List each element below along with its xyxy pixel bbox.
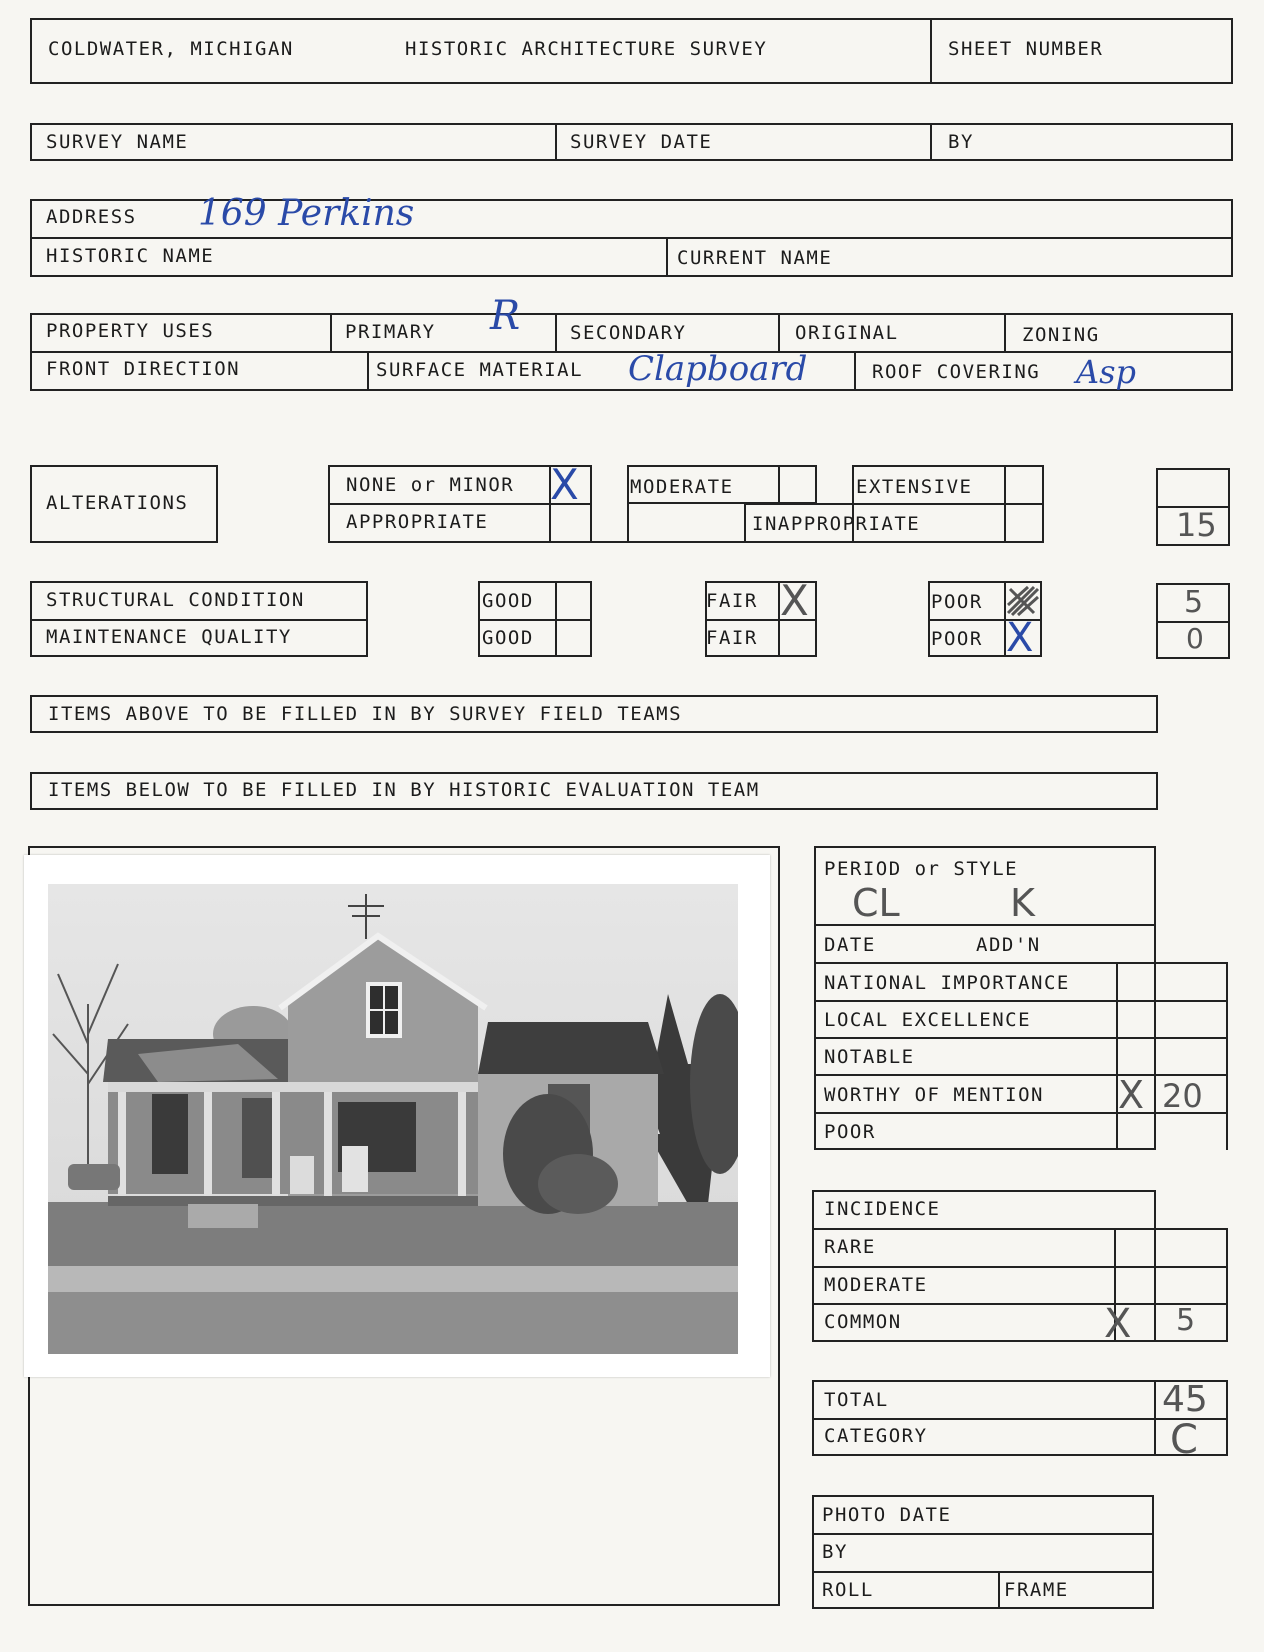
local-excellence-label: LOCAL EXCELLENCE: [824, 1009, 1032, 1031]
period-value-2: K: [1010, 881, 1035, 925]
property-divider-1: [330, 313, 332, 351]
category-value: C: [1170, 1417, 1198, 1463]
alterations-right-row-divider: [744, 503, 1044, 505]
extensive-label: EXTENSIVE: [856, 476, 973, 498]
alterations-moderate-check-divider: [778, 465, 780, 504]
address-value: 169 Perkins: [198, 193, 415, 234]
address-name-divider: [666, 237, 668, 277]
maintenance-good-label: GOOD: [482, 627, 534, 649]
alterations-right-check-divider: [1004, 465, 1006, 543]
inc-div-bottom: [1154, 1340, 1226, 1342]
common-score: 5: [1176, 1303, 1196, 1338]
survey-name-label: SURVEY NAME: [46, 131, 189, 153]
property-uses-label: PROPERTY USES: [46, 320, 215, 342]
structural-poor-label: POOR: [931, 591, 983, 613]
alterations-label: ALTERATIONS: [46, 492, 189, 514]
period-style-label: PERIOD or STYLE: [824, 858, 1019, 880]
eval-poor-label: POOR: [824, 1121, 876, 1143]
photo-date-label: PHOTO DATE: [822, 1504, 952, 1526]
original-label: ORIGINAL: [795, 322, 899, 344]
inc-score-right-edge: [1226, 1228, 1228, 1342]
current-name-label: CURRENT NAME: [677, 247, 833, 269]
good-check-divider: [555, 581, 557, 657]
house-photo: [48, 884, 738, 1354]
good-divider: [478, 619, 592, 621]
eval-div-worthy: [814, 1074, 1228, 1076]
property-divider-4: [1004, 313, 1006, 351]
address-row-divider: [30, 237, 1233, 239]
notes-above: ITEMS ABOVE TO BE FILLED IN BY SURVEY FIELD TEAMS: [48, 703, 683, 725]
inappropriate-label: INAPPROPRIATE: [752, 513, 921, 535]
notes-below: ITEMS BELOW TO BE FILLED IN BY HISTORIC EVALUATION TEAM: [48, 779, 760, 801]
alterations-mid-divider: [627, 503, 629, 543]
inc-div-moderate: [812, 1266, 1226, 1268]
appropriate-label: APPROPRIATE: [346, 511, 489, 533]
front-direction-label: FRONT DIRECTION: [46, 358, 241, 380]
structural-score: 5: [1184, 585, 1204, 620]
maintenance-poor-label: POOR: [931, 628, 983, 650]
frame-label: FRAME: [1004, 1579, 1069, 1601]
none-minor-mark: X: [550, 460, 579, 509]
roll-label: ROLL: [822, 1579, 874, 1601]
primary-value: R: [490, 293, 521, 339]
period-value-1: CL: [852, 881, 900, 925]
survey-date-label: SURVEY DATE: [570, 131, 713, 153]
maintenance-fair-label: FAIR: [706, 627, 758, 649]
inc-div-rare: [812, 1228, 1226, 1230]
eval-check-divider: [1116, 962, 1118, 1150]
rare-label: RARE: [824, 1236, 876, 1258]
structural-fair-label: FAIR: [706, 590, 758, 612]
worthy-of-mention-label: WORTHY OF MENTION: [824, 1084, 1044, 1106]
property-divider-3: [778, 313, 780, 351]
structural-condition-label: STRUCTURAL CONDITION: [46, 589, 305, 611]
eval-div-local: [814, 1000, 1228, 1002]
secondary-label: SECONDARY: [570, 322, 687, 344]
surface-material-label: SURFACE MATERIAL: [376, 359, 584, 381]
category-label: CATEGORY: [824, 1425, 928, 1447]
photo-by-label: BY: [822, 1541, 848, 1563]
worthy-score: 20: [1162, 1077, 1203, 1115]
eval-div-notable: [814, 1037, 1228, 1039]
photo-info-div-1: [812, 1533, 1154, 1535]
common-label: COMMON: [824, 1311, 902, 1333]
property-divider-6: [854, 351, 856, 391]
notable-label: NOTABLE: [824, 1046, 915, 1068]
maintenance-score: 0: [1186, 622, 1204, 655]
structural-poor-scribble-icon: [1004, 583, 1042, 619]
zoning-label: ZONING: [1022, 324, 1100, 346]
header-title: HISTORIC ARCHITECTURE SURVEY: [405, 38, 768, 60]
roof-covering-label: ROOF COVERING: [872, 361, 1041, 383]
alterations-score: 15: [1176, 506, 1217, 544]
alterations-inappropriate-divider: [744, 503, 746, 543]
none-minor-label: NONE or MINOR: [346, 474, 515, 496]
maintenance-poor-mark: X: [1006, 615, 1034, 661]
common-mark: X: [1104, 1301, 1132, 1347]
condition-label-divider: [30, 619, 368, 621]
photo-info-frame-divider: [998, 1571, 1000, 1609]
eval-div-national: [814, 962, 1228, 964]
roof-covering-value: Asp: [1076, 353, 1137, 391]
national-importance-label: NATIONAL IMPORTANCE: [824, 972, 1070, 994]
maintenance-quality-label: MAINTENANCE QUALITY: [46, 626, 292, 648]
structural-good-label: GOOD: [482, 590, 534, 612]
worthy-mark: X: [1118, 1073, 1145, 1117]
property-divider-5: [367, 351, 369, 391]
header-city: COLDWATER, MICHIGAN: [48, 38, 294, 60]
property-divider-2: [555, 313, 557, 351]
structural-fair-mark: X: [780, 576, 809, 625]
sheet-number-label: SHEET NUMBER: [948, 38, 1104, 60]
inc-div-common: [812, 1303, 1226, 1305]
addn-label: ADD'N: [976, 934, 1041, 956]
total-label: TOTAL: [824, 1389, 889, 1411]
photo-info-div-2: [812, 1571, 1154, 1573]
survey-divider-1: [555, 123, 557, 161]
totals-value-divider: [1154, 1380, 1156, 1456]
header-divider: [930, 18, 932, 84]
inc-moderate-label: MODERATE: [824, 1274, 928, 1296]
primary-label: PRIMARY: [345, 321, 436, 343]
survey-divider-2: [930, 123, 932, 161]
surface-material-value: Clapboard: [628, 349, 808, 389]
historic-name-label: HISTORIC NAME: [46, 245, 215, 267]
address-label: ADDRESS: [46, 206, 137, 228]
moderate-label: MODERATE: [630, 476, 734, 498]
date-label: DATE: [824, 934, 876, 956]
eval-score-right-edge: [1226, 962, 1228, 1150]
incidence-label: INCIDENCE: [824, 1198, 941, 1220]
survey-by-label: BY: [948, 131, 974, 153]
total-value: 45: [1162, 1379, 1208, 1420]
